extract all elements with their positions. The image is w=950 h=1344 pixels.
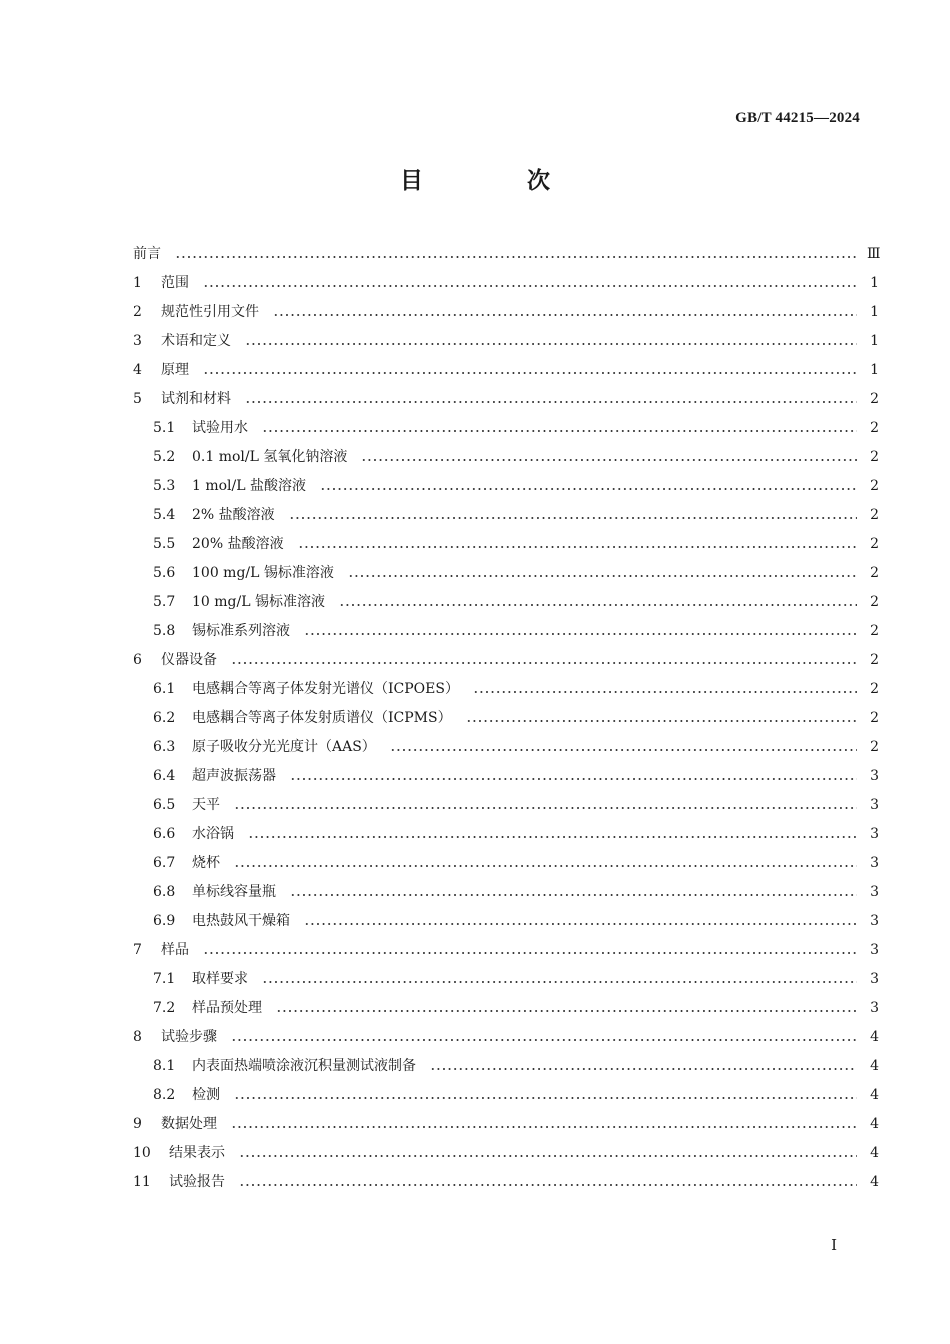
- toc-entry-label: 20% 盐酸溶液: [192, 536, 284, 552]
- toc-entry[interactable]: [133, 472, 879, 501]
- toc-entry[interactable]: [133, 820, 879, 849]
- toc-entry-page: 4: [870, 1174, 879, 1190]
- toc-entry[interactable]: [133, 646, 879, 675]
- dot-leader: [320, 488, 857, 490]
- toc-entry-page: 3: [870, 768, 879, 784]
- toc-entry-number: 6.4: [153, 768, 176, 784]
- dot-leader: [298, 546, 857, 548]
- toc-entry-label: 电感耦合等离子体发射光谱仪（ICPOES）: [192, 681, 459, 697]
- toc-entry[interactable]: [133, 1052, 879, 1081]
- dot-leader: [231, 1039, 857, 1041]
- toc-entry-label: 超声波振荡器: [192, 768, 276, 784]
- toc-entry-page: 4: [870, 1116, 879, 1132]
- toc-entry-number: 3: [133, 333, 142, 349]
- toc-entry-label: 试验用水: [192, 420, 248, 436]
- toc-entry[interactable]: [133, 675, 879, 704]
- dot-leader: [234, 807, 857, 809]
- toc-entry[interactable]: [133, 936, 879, 965]
- toc-entry-page: 2: [870, 478, 879, 494]
- toc-entry[interactable]: [133, 733, 879, 762]
- toc-entry-label: 1 mol/L 盐酸溶液: [192, 478, 307, 494]
- toc-entry-number: 5.6: [153, 565, 176, 581]
- toc-entry[interactable]: [133, 878, 879, 907]
- toc-entry-number: 5: [133, 391, 142, 407]
- toc-entry-page: 2: [870, 652, 879, 668]
- dot-leader: [466, 720, 857, 722]
- toc-entry-page: 3: [870, 913, 879, 929]
- toc-entry[interactable]: [133, 327, 879, 356]
- toc-entry-page: 4: [870, 1029, 879, 1045]
- toc-entry-number: 2: [133, 304, 142, 320]
- dot-leader: [245, 343, 857, 345]
- dot-leader: [248, 836, 857, 838]
- toc-entry-page: 2: [870, 565, 879, 581]
- dot-leader: [203, 372, 857, 374]
- toc-entry-number: 6: [133, 652, 142, 668]
- toc-entry[interactable]: [133, 1168, 879, 1197]
- dot-leader: [348, 575, 857, 577]
- toc-entry-label: 单标线容量瓶: [192, 884, 276, 900]
- toc-entry[interactable]: [133, 762, 879, 791]
- dot-leader: [430, 1068, 857, 1070]
- toc-entry-page: 2: [870, 391, 879, 407]
- toc-entry-page: 2: [870, 739, 879, 755]
- toc-entry-number: 4: [133, 362, 142, 378]
- toc-entry-page: 3: [870, 884, 879, 900]
- toc-entry-label: 烧杯: [192, 855, 220, 871]
- toc-entry-page: 3: [870, 971, 879, 987]
- toc-entry-label: 结果表示: [169, 1145, 225, 1161]
- toc-entry-page: 4: [870, 1087, 879, 1103]
- dot-leader: [361, 459, 857, 461]
- toc-entry[interactable]: [133, 1110, 879, 1139]
- toc-entry[interactable]: [133, 443, 879, 472]
- toc-entry-label: 原子吸收分光光度计（AAS）: [192, 739, 376, 755]
- dot-leader: [262, 981, 857, 983]
- toc-entry-page: 3: [870, 797, 879, 813]
- toc-entry-label: 10 mg/L 锡标准溶液: [192, 594, 325, 610]
- toc-entry-label: 100 mg/L 锡标准溶液: [192, 565, 334, 581]
- toc-entry-page: 2: [870, 681, 879, 697]
- toc-entry-label: 样品预处理: [192, 1000, 262, 1016]
- toc-entry-page: 3: [870, 1000, 879, 1016]
- toc-entry-label: 2% 盐酸溶液: [192, 507, 275, 523]
- toc-entry-number: 8.1: [153, 1058, 176, 1074]
- toc-entry-label: 内表面热端喷涂液沉积量测试液制备: [192, 1058, 416, 1074]
- toc-entry[interactable]: [133, 501, 879, 530]
- dot-leader: [231, 662, 857, 664]
- dot-leader: [289, 517, 857, 519]
- toc-entry-label: 术语和定义: [161, 333, 231, 349]
- toc-entry[interactable]: [133, 791, 879, 820]
- toc-entry-number: 5.8: [153, 623, 176, 639]
- toc-entry-label: 检测: [192, 1087, 220, 1103]
- table-of-contents: [133, 240, 879, 1197]
- toc-entry-page: 1: [870, 362, 879, 378]
- toc-entry-number: 8: [133, 1029, 142, 1045]
- toc-entry-label: 天平: [192, 797, 220, 813]
- toc-entry-label: 试剂和材料: [161, 391, 231, 407]
- toc-entry-page: 1: [870, 304, 879, 320]
- toc-entry-number: 6.3: [153, 739, 176, 755]
- toc-entry-page: Ⅲ: [867, 246, 881, 262]
- dot-leader: [234, 1097, 857, 1099]
- dot-leader: [276, 1010, 857, 1012]
- toc-entry[interactable]: [133, 1081, 879, 1110]
- standard-code: GB/T 44215—2024: [735, 110, 860, 126]
- toc-entry-number: 5.5: [153, 536, 176, 552]
- dot-leader: [304, 923, 857, 925]
- toc-entry-page: 2: [870, 623, 879, 639]
- toc-entry-page: 2: [870, 594, 879, 610]
- dot-leader: [290, 778, 857, 780]
- dot-leader: [245, 401, 857, 403]
- toc-entry-number: 6.1: [153, 681, 176, 697]
- toc-entry-page: 2: [870, 449, 879, 465]
- toc-entry[interactable]: [133, 356, 879, 385]
- toc-entry-number: 7.2: [153, 1000, 176, 1016]
- toc-entry-number: 5.7: [153, 594, 176, 610]
- toc-entry[interactable]: [133, 588, 879, 617]
- toc-entry-label: 前言: [133, 246, 161, 262]
- toc-entry-label: 取样要求: [192, 971, 248, 987]
- toc-entry-label: 样品: [161, 942, 189, 958]
- toc-entry-page: 4: [870, 1145, 879, 1161]
- toc-entry-number: 6.9: [153, 913, 176, 929]
- toc-entry[interactable]: [133, 704, 879, 733]
- toc-entry-page: 2: [870, 420, 879, 436]
- toc-entry-page: 1: [870, 333, 879, 349]
- toc-entry[interactable]: [133, 530, 879, 559]
- toc-entry[interactable]: [133, 559, 879, 588]
- dot-leader: [239, 1184, 857, 1186]
- toc-entry-number: 5.4: [153, 507, 176, 523]
- toc-entry[interactable]: [133, 907, 879, 936]
- dot-leader: [262, 430, 857, 432]
- toc-entry-label: 水浴锅: [192, 826, 234, 842]
- toc-entry-number: 6.5: [153, 797, 176, 813]
- dot-leader: [234, 865, 857, 867]
- toc-entry-number: 6.7: [153, 855, 176, 871]
- toc-entry-number: 9: [133, 1116, 142, 1132]
- dot-leader: [203, 952, 857, 954]
- dot-leader: [304, 633, 857, 635]
- toc-entry-label: 试验报告: [169, 1174, 225, 1190]
- toc-entry-label: 范围: [161, 275, 189, 291]
- dot-leader: [239, 1155, 857, 1157]
- toc-entry[interactable]: [133, 617, 879, 646]
- toc-entry-number: 6.8: [153, 884, 176, 900]
- toc-entry-page: 3: [870, 826, 879, 842]
- dot-leader: [339, 604, 857, 606]
- dot-leader: [231, 1126, 857, 1128]
- toc-entry[interactable]: [133, 1023, 879, 1052]
- toc-entry[interactable]: [133, 240, 879, 269]
- toc-entry-label: 锡标准系列溶液: [192, 623, 290, 639]
- toc-entry-number: 5.2: [153, 449, 176, 465]
- dot-leader: [390, 749, 857, 751]
- toc-entry-number: 5.3: [153, 478, 176, 494]
- toc-entry-number: 5.1: [153, 420, 176, 436]
- toc-entry-page: 2: [870, 710, 879, 726]
- toc-entry[interactable]: [133, 269, 879, 298]
- page-title: 目 次: [399, 168, 598, 194]
- toc-entry-number: 6.6: [153, 826, 176, 842]
- toc-entry-label: 数据处理: [161, 1116, 217, 1132]
- toc-entry-label: 仪器设备: [161, 652, 217, 668]
- toc-entry-page: 1: [870, 275, 879, 291]
- dot-leader: [273, 314, 857, 316]
- toc-entry-label: 0.1 mol/L 氢氧化钠溶液: [192, 449, 348, 465]
- toc-entry[interactable]: [133, 414, 879, 443]
- toc-entry-number: 10: [133, 1145, 151, 1161]
- dot-leader: [175, 256, 857, 258]
- toc-entry-page: 2: [870, 507, 879, 523]
- dot-leader: [473, 691, 857, 693]
- toc-entry[interactable]: [133, 994, 879, 1023]
- page-number: I: [831, 1236, 837, 1254]
- toc-entry[interactable]: [133, 385, 879, 414]
- toc-entry-page: 3: [870, 855, 879, 871]
- toc-entry-number: 1: [133, 275, 142, 291]
- toc-entry[interactable]: [133, 298, 879, 327]
- toc-entry[interactable]: [133, 965, 879, 994]
- toc-entry-number: 6.2: [153, 710, 176, 726]
- toc-entry-label: 电热鼓风干燥箱: [192, 913, 290, 929]
- toc-entry-label: 试验步骤: [161, 1029, 217, 1045]
- toc-entry-page: 4: [870, 1058, 879, 1074]
- toc-entry-label: 规范性引用文件: [161, 304, 259, 320]
- toc-entry-page: 3: [870, 942, 879, 958]
- toc-entry-page: 2: [870, 536, 879, 552]
- toc-entry-number: 11: [133, 1174, 151, 1190]
- toc-entry-number: 8.2: [153, 1087, 176, 1103]
- dot-leader: [203, 285, 857, 287]
- toc-entry[interactable]: [133, 849, 879, 878]
- toc-entry[interactable]: [133, 1139, 879, 1168]
- toc-entry-label: 原理: [161, 362, 189, 378]
- dot-leader: [290, 894, 857, 896]
- toc-entry-number: 7: [133, 942, 142, 958]
- toc-entry-label: 电感耦合等离子体发射质谱仪（ICPMS）: [192, 710, 452, 726]
- toc-entry-number: 7.1: [153, 971, 176, 987]
